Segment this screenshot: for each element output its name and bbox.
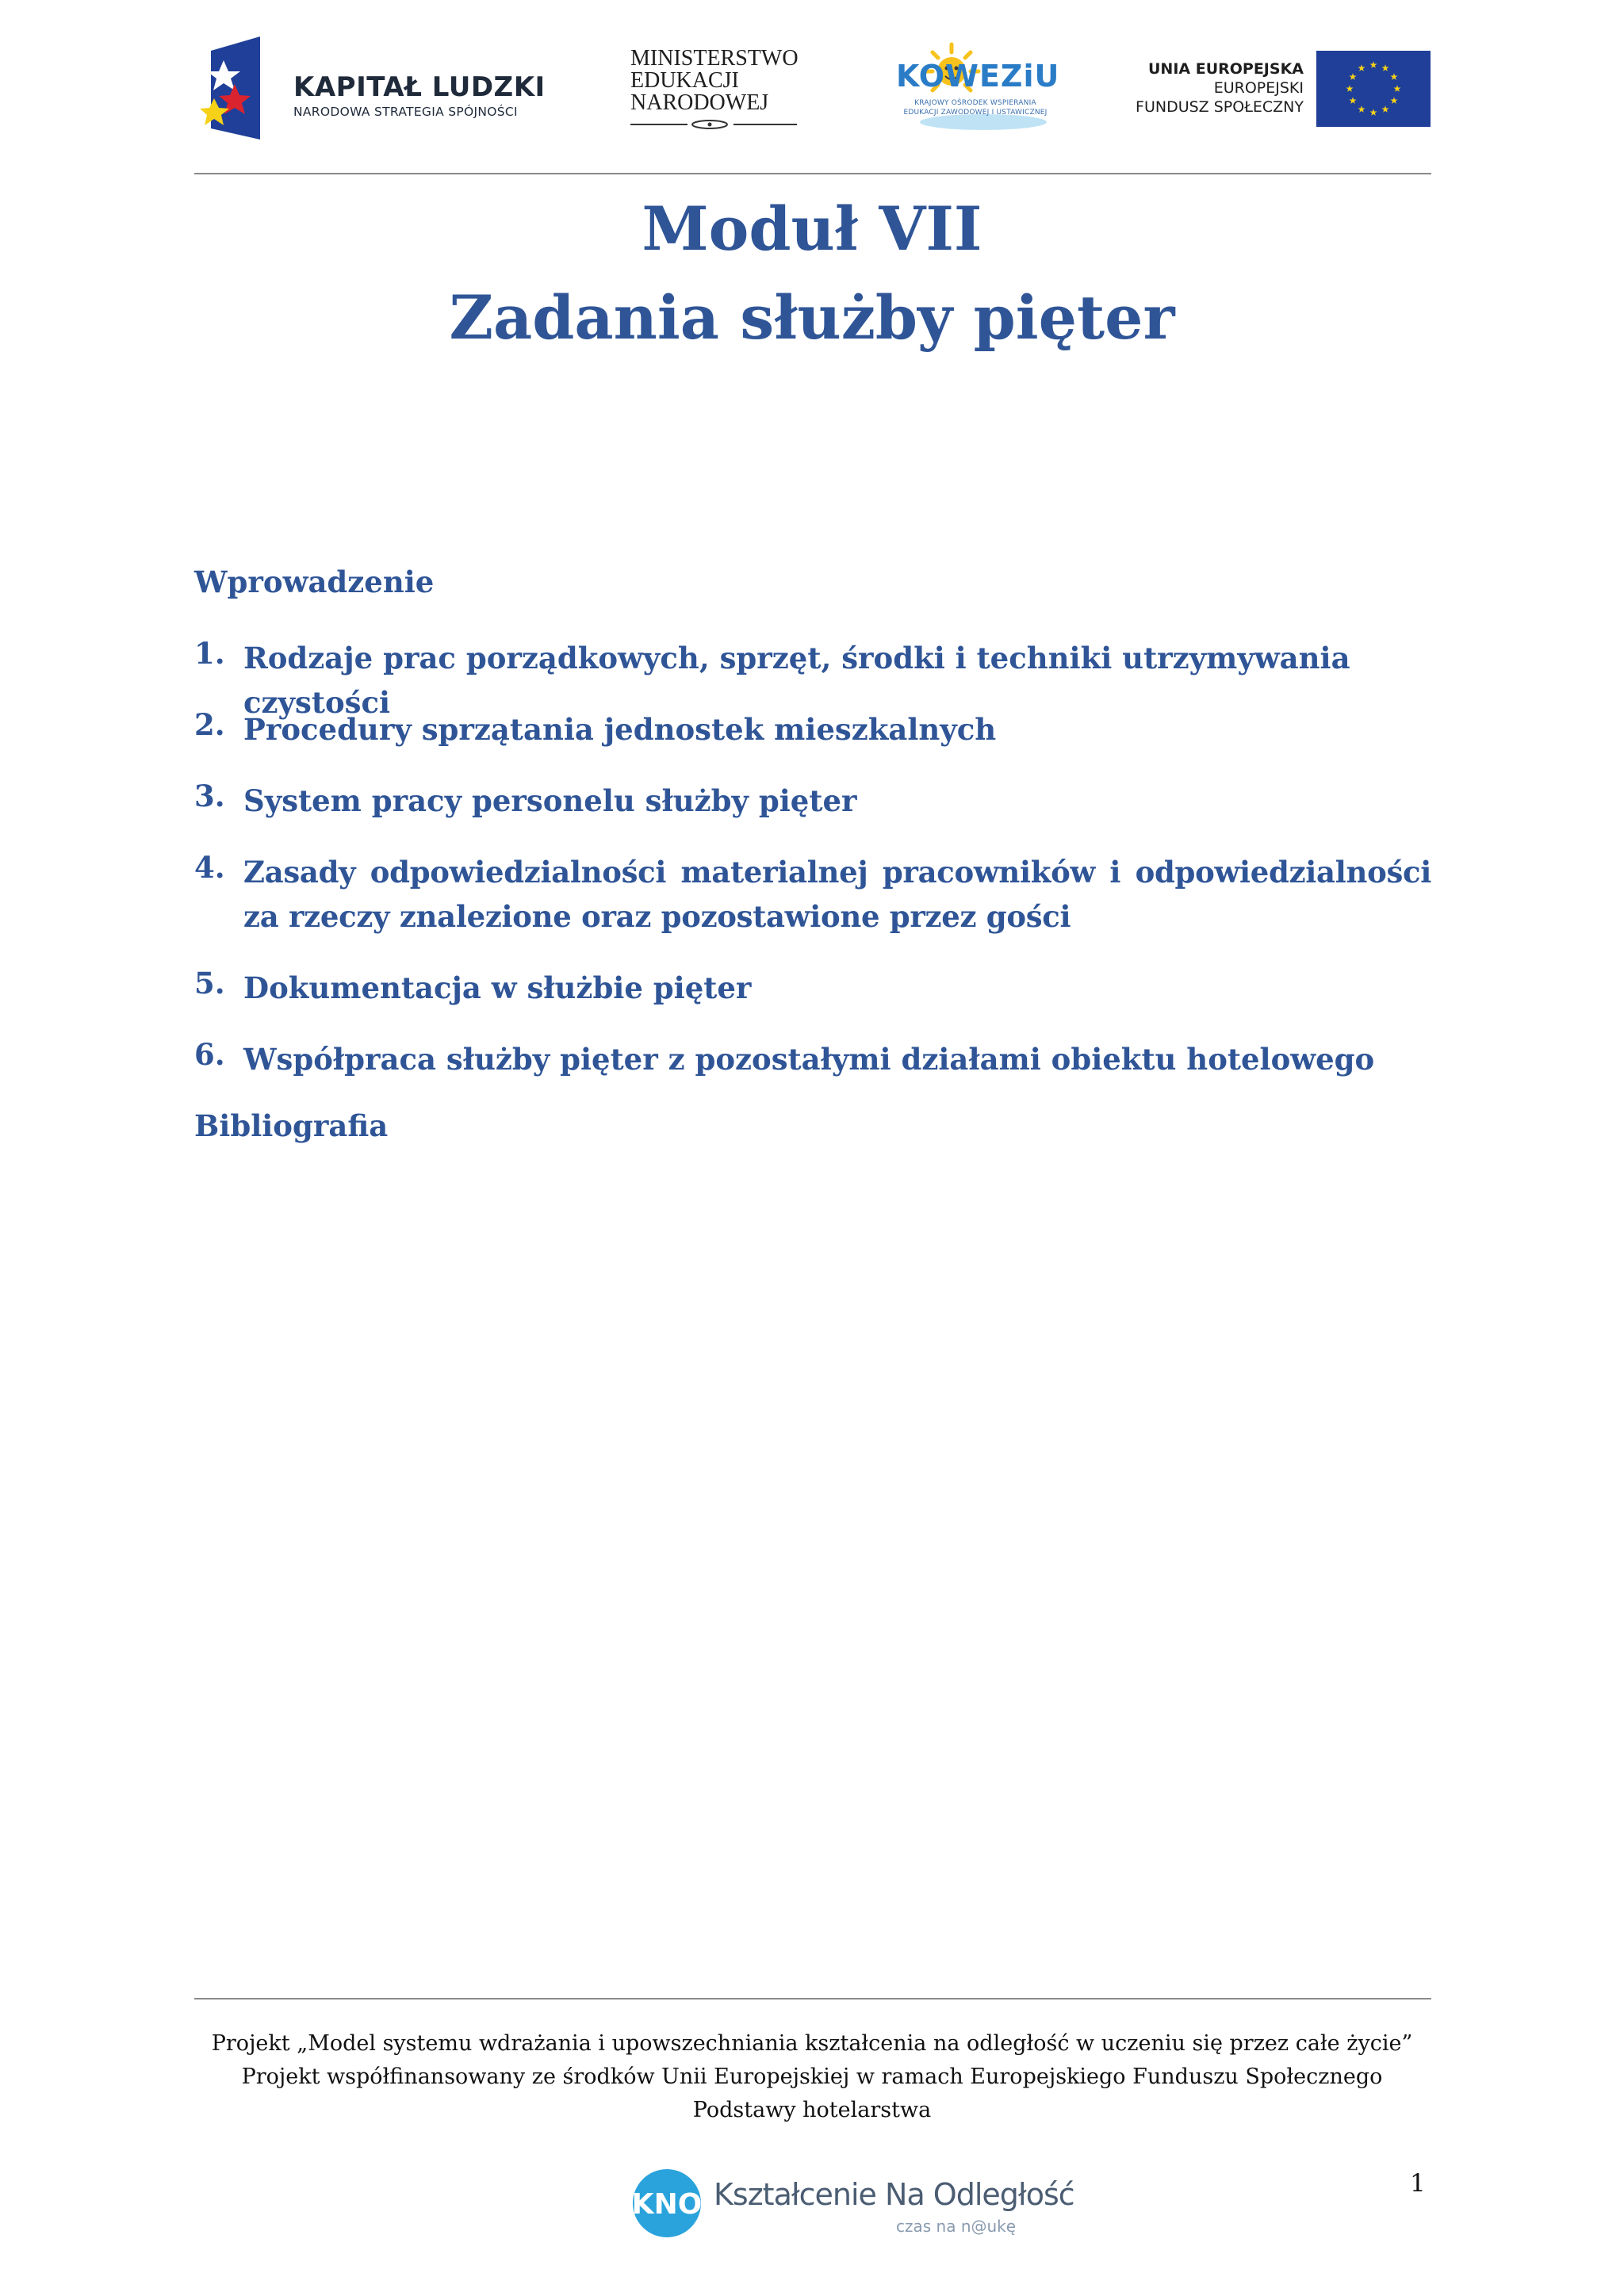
footer-funding-line: Projekt współfinansowany ze środków Unii Europejskiej w ramach Europejskiego Funduszu Społecznego [241, 2064, 1383, 2089]
kapital-ludzki-subtitle: NARODOWA STRATEGIA SPÓJNOŚCI [293, 105, 518, 119]
kno-name: Kształcenie Na Odległość [714, 2177, 1074, 2212]
toc-item-number: 1. [194, 636, 225, 671]
koweziu-name: KOWEZiU [896, 59, 1060, 94]
toc-item-6 [194, 1037, 1431, 1081]
toc-item-text: Rodzaje prac porządkowych, sprzęt, środki i techniki utrzymywania czystości [243, 641, 1350, 720]
kno-tagline: czas na n@ukę [896, 2217, 1017, 2236]
ministerstwo-logo [630, 48, 813, 135]
eu-flag-icon [1316, 51, 1431, 127]
kapital-ludzki-logo [200, 36, 546, 143]
koweziu-logo [896, 40, 1060, 135]
unia-line1: UNIA EUROPEJSKA [1148, 60, 1304, 78]
kapital-ludzki-title: KAPITAŁ LUDZKI [293, 71, 546, 103]
intro-heading: Wprowadzenie [194, 564, 435, 599]
toc-item-number: 5. [194, 966, 225, 1001]
toc-item-text: Współpraca służby pięter z pozostałymi działami obiektu hotelowego [243, 1042, 1375, 1077]
toc-item-number: 4. [194, 850, 225, 885]
toc-item-3 [194, 779, 1431, 823]
toc-item-4 [194, 850, 1431, 939]
ministerstwo-line1: MINISTERSTWO [630, 46, 799, 71]
unia-europejska-label [1118, 59, 1304, 117]
pen-nib-icon [630, 119, 797, 130]
bibliography-heading: Bibliografia [194, 1108, 389, 1143]
page-number: 1 [1410, 2169, 1426, 2198]
toc-item-text: System pracy personelu służby pięter [243, 783, 857, 818]
module-title: Moduł VII [642, 193, 982, 264]
toc-item-text: Dokumentacja w służbie pięter [243, 970, 752, 1005]
toc-item-number: 3. [194, 779, 225, 813]
ministerstwo-line3: NARODOWEJ [630, 90, 769, 115]
kapital-ludzki-emblem-icon [200, 36, 263, 143]
toc-item-2 [194, 707, 1431, 752]
kno-logo [631, 2166, 1074, 2242]
toc-item-text: Zasady odpowiedzialności materialnej pracowników i odpowiedzialności za rzeczy znalezione oraz pozostawione przez gości [243, 855, 1431, 934]
toc-item-text: Procedury sprzątania jednostek mieszkalnych [243, 712, 997, 747]
koweziu-subtitle-line1: KRAJOWY OŚRODEK WSPIERANIA [914, 99, 1036, 107]
header-divider [194, 173, 1431, 174]
footer-divider [194, 1998, 1431, 1999]
toc-item-number: 2. [194, 707, 225, 742]
unia-line2: EUROPEJSKI [1213, 79, 1304, 97]
ministerstwo-line2: EDUKACJI [630, 68, 739, 93]
module-subtitle: Zadania służby pięter [449, 282, 1175, 353]
footer-course-line: Podstawy hotelarstwa [692, 2098, 932, 2122]
svg-text:KNO: KNO [631, 2188, 703, 2221]
toc-item-5 [194, 966, 1431, 1010]
unia-line3: FUNDUSZ SPOŁECZNY [1136, 98, 1304, 116]
koweziu-subtitle-line2: EDUKACJI ZAWODOWEJ I USTAWICZNEJ [903, 109, 1048, 117]
kno-circle-icon [631, 2168, 703, 2239]
toc-item-number: 6. [194, 1037, 225, 1072]
footer-project-line: Projekt „Model systemu wdrażania i upowszechniania kształcenia na odległość w uczeniu się przez całe życie” [211, 2031, 1413, 2056]
